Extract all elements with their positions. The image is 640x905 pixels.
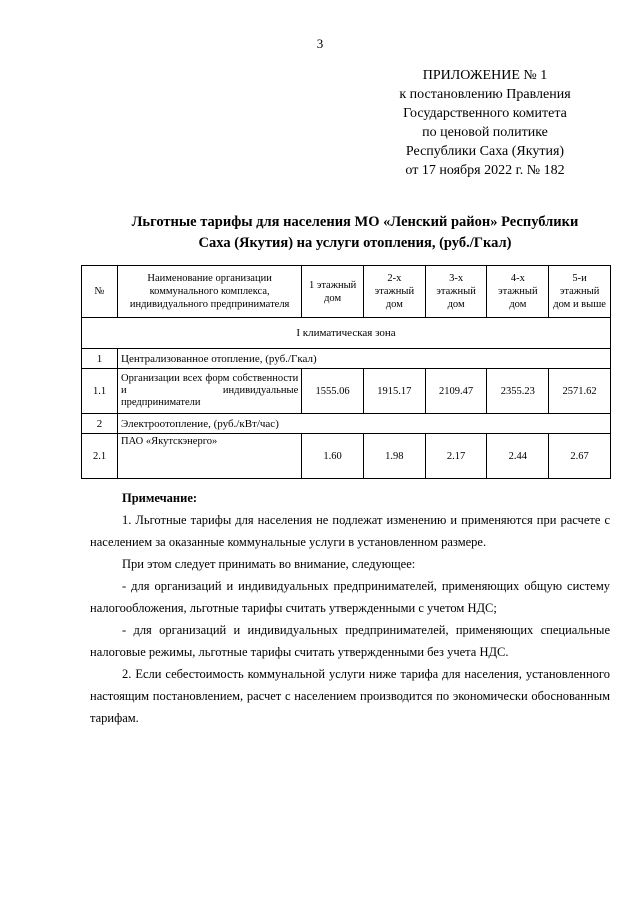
note-paragraph: - для организаций и индивидуальных предпринимателей, применяющих специальные налоговые режимы, льготные тарифы считать утвержденными без учета НДС. bbox=[90, 623, 610, 659]
header-4-floor: 4-х этажный дом bbox=[487, 266, 549, 318]
appendix-line: Государственного комитета bbox=[403, 106, 567, 121]
appendix-line: по ценовой политике bbox=[422, 125, 548, 140]
tariff-value: 2.67 bbox=[549, 434, 611, 479]
table-row bbox=[82, 369, 611, 414]
table-row bbox=[82, 414, 611, 434]
header-3-floor: 3-х этажный дом bbox=[425, 266, 487, 318]
table-header-row bbox=[82, 266, 611, 318]
item-name bbox=[118, 369, 302, 414]
header-5-floor: 5-и этажный дом и выше bbox=[549, 266, 611, 318]
appendix-header bbox=[370, 66, 600, 180]
notes-section bbox=[90, 487, 610, 729]
item-name-part: предприниматели bbox=[121, 397, 201, 408]
tariff-value: 2.17 bbox=[425, 434, 487, 479]
title-line: Саха (Якутия) на услуги отопления, (руб./Гкал) bbox=[198, 235, 512, 251]
document-title bbox=[100, 212, 610, 254]
header-name: Наименование организации коммунального комплекса, индивидуального предпринимателя bbox=[118, 266, 302, 318]
item-name-part: Организации всех форм собственности и индивидуальные bbox=[121, 373, 299, 396]
tariff-value: 1.98 bbox=[363, 434, 425, 479]
note-paragraph: - для организаций и индивидуальных предпринимателей, применяющих общую систему налогообложения, льготные тарифы считать утвержденными с учетом НДС; bbox=[90, 579, 610, 615]
group-label: Централизованное отопление, (руб./Гкал) bbox=[118, 349, 611, 369]
page-number: 3 bbox=[316, 36, 324, 51]
tariff-value: 2.44 bbox=[487, 434, 549, 479]
group-label: Электроотопление, (руб./кВт/час) bbox=[118, 414, 611, 434]
note-paragraph: 1. Льготные тарифы для населения не подлежат изменению и применяются при расчете с населением за оказанные коммунальные услуги в установленном размере. bbox=[90, 513, 610, 549]
note-paragraph: 2. Если себестоимость коммунальной услуги ниже тарифа для населения, установленного настоящим постановлением, расчет с населением производится по экономически обоснованным тарифам. bbox=[90, 667, 610, 725]
item-name: ПАО «Якутскэнерго» bbox=[118, 434, 302, 479]
item-num: 2.1 bbox=[82, 434, 118, 479]
table-row bbox=[82, 434, 611, 479]
header-num: № bbox=[82, 266, 118, 318]
group-num: 2 bbox=[82, 414, 118, 434]
item-num: 1.1 bbox=[82, 369, 118, 414]
appendix-line: к постановлению Правления bbox=[399, 87, 571, 102]
appendix-date: от 17 ноября 2022 г. № 182 bbox=[405, 163, 565, 178]
appendix-line: Республики Саха (Якутия) bbox=[405, 144, 565, 159]
tariff-value: 2109.47 bbox=[425, 369, 487, 414]
group-num: 1 bbox=[82, 349, 118, 369]
tariff-value: 1555.06 bbox=[302, 369, 364, 414]
tariff-value: 1915.17 bbox=[363, 369, 425, 414]
appendix-title: ПРИЛОЖЕНИЕ № 1 bbox=[422, 68, 548, 83]
climate-zone: I климатическая зона bbox=[82, 318, 611, 349]
tariff-value: 1.60 bbox=[302, 434, 364, 479]
note-paragraph: При этом следует принимать во внимание, следующее: bbox=[122, 557, 416, 571]
tariff-table bbox=[81, 265, 611, 479]
header-1-floor: 1 этажный дом bbox=[302, 266, 364, 318]
tariff-value: 2571.62 bbox=[549, 369, 611, 414]
title-line: Льготные тарифы для населения МО «Ленский район» Республики bbox=[131, 214, 579, 230]
table-row bbox=[82, 349, 611, 369]
tariff-value: 2355.23 bbox=[487, 369, 549, 414]
table-row bbox=[82, 318, 611, 349]
header-2-floor: 2-х этажный дом bbox=[363, 266, 425, 318]
notes-heading: Примечание: bbox=[122, 491, 198, 505]
